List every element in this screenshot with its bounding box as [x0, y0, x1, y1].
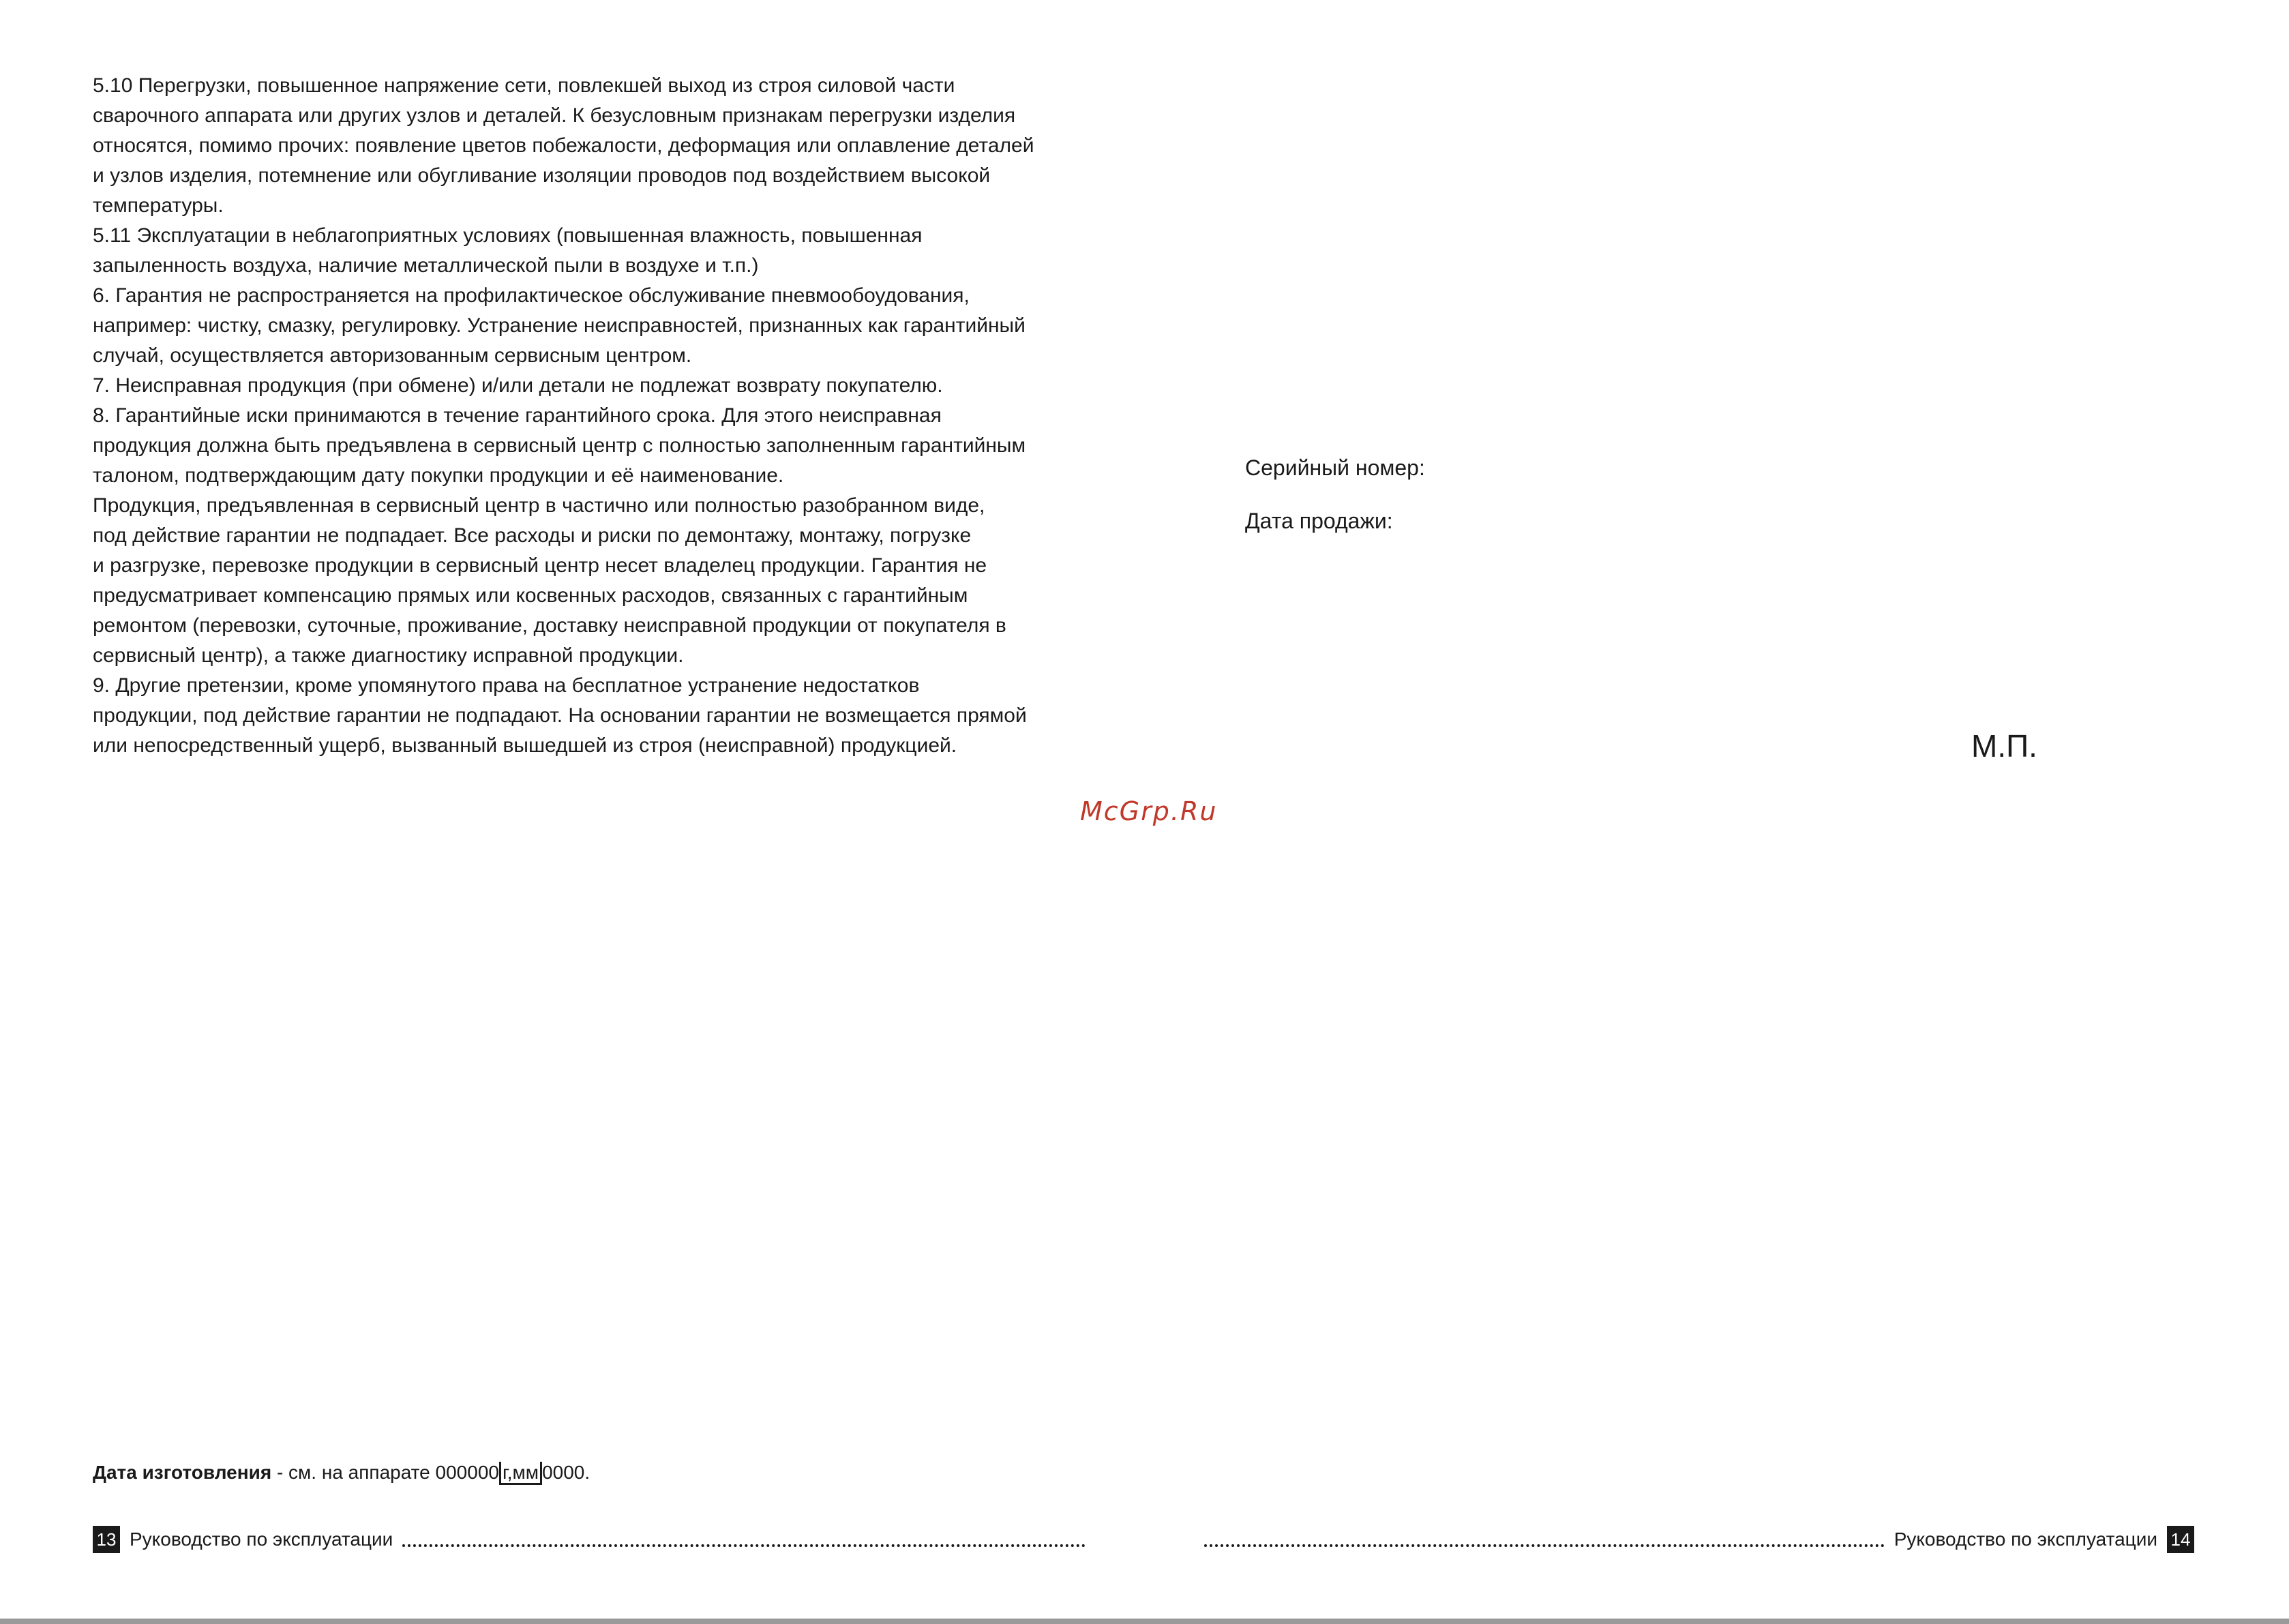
manufacture-date-suffix: 0000. — [542, 1462, 590, 1483]
manufacture-date-label: Дата изготовления — [93, 1462, 272, 1483]
manufacture-date — [93, 1459, 590, 1486]
page-number-right: 14 — [2167, 1526, 2194, 1553]
paragraph-8: 8. Гарантийные иски принимаются в течение гарантийного срока. Для этого неисправная продукция должна быть предъявлена в сервисный центр с полностью заполненным гарантийным талоном, подтверждающим дату покупки продукции и её наименование. — [93, 404, 1026, 487]
paragraph-5-10: 5.10 Перегрузки, повышенное напряжение сети, повлекшей выход из строя силовой части сварочного аппарата или других узлов и деталей. К безусловным признакам перегрузки изделия относятся, помимо прочих: появление цветов побежалости, деформация или оплавление деталей и узлов изделия, потемнение или обугливание изоляции проводов под воздействием высокой температуры. — [93, 74, 1034, 217]
warranty-terms-text — [93, 71, 1095, 761]
paragraph-5-11: 5.11 Эксплуатации в неблагоприятных условиях (повышенная влажность, повышенная запыленность воздуха, наличие металлической пыли в воздухе и т.п.) — [93, 224, 923, 277]
manufacture-date-code: г,мм — [499, 1462, 542, 1485]
footer-left — [93, 1524, 1086, 1554]
footer-right — [1204, 1524, 2194, 1554]
serial-number-label: Серийный номер: — [1245, 455, 1425, 480]
page-number-left: 13 — [93, 1526, 120, 1553]
paragraph-9: 9. Другие претензии, кроме упомянутого права на бесплатное устранение недостатков продукции, под действие гарантии не подпадают. На основании гарантии не возмещается прямой или непосредственный ущерб, вызванный вышедшей из строя (неисправной) продукцией. — [93, 674, 1027, 757]
paragraph-6: 6. Гарантия не распространяется на профилактическое обслуживание пневмообоудования, например: чистку, смазку, регулировку. Устранение неисправностей, признанных как гарантийный случай, осуществляется авторизованным сервисным центром. — [93, 284, 1026, 367]
paragraph-disassembled: Продукция, предъявленная в сервисный центр в частично или полностью разобранном виде, под действие гарантии не подпадает. Все расходы и риски по демонтажу, монтажу, погрузке и разгрузке, перевозке продукции в сервисный центр несет владелец продукции. Гарантия не предусматривает компенсацию прямых или косвенных расходов, связанных с гарантийным ремонтом (перевозки, суточные, проживание, доставку неисправной продукции от покупателя в сервисный центр), а также диагностику исправной продукции. — [93, 494, 1006, 667]
bottom-border — [0, 1619, 2289, 1624]
paragraph-7: 7. Неисправная продукция (при обмене) и/или детали не подлежат возврату покупателю. — [93, 374, 943, 397]
stamp-place-label: М.П. — [1971, 728, 2037, 764]
footer-title-left: Руководство по эксплуатации — [130, 1529, 393, 1550]
sale-date-label: Дата продажи: — [1245, 509, 1393, 533]
footer-dot-leader-left — [402, 1544, 1086, 1547]
footer-dot-leader-right — [1204, 1544, 1885, 1547]
footer-title-right: Руководство по эксплуатации — [1894, 1529, 2157, 1550]
manufacture-date-text: - см. на аппарате 000000 — [271, 1462, 499, 1483]
watermark-text: McGrp.Ru — [1080, 796, 1218, 826]
